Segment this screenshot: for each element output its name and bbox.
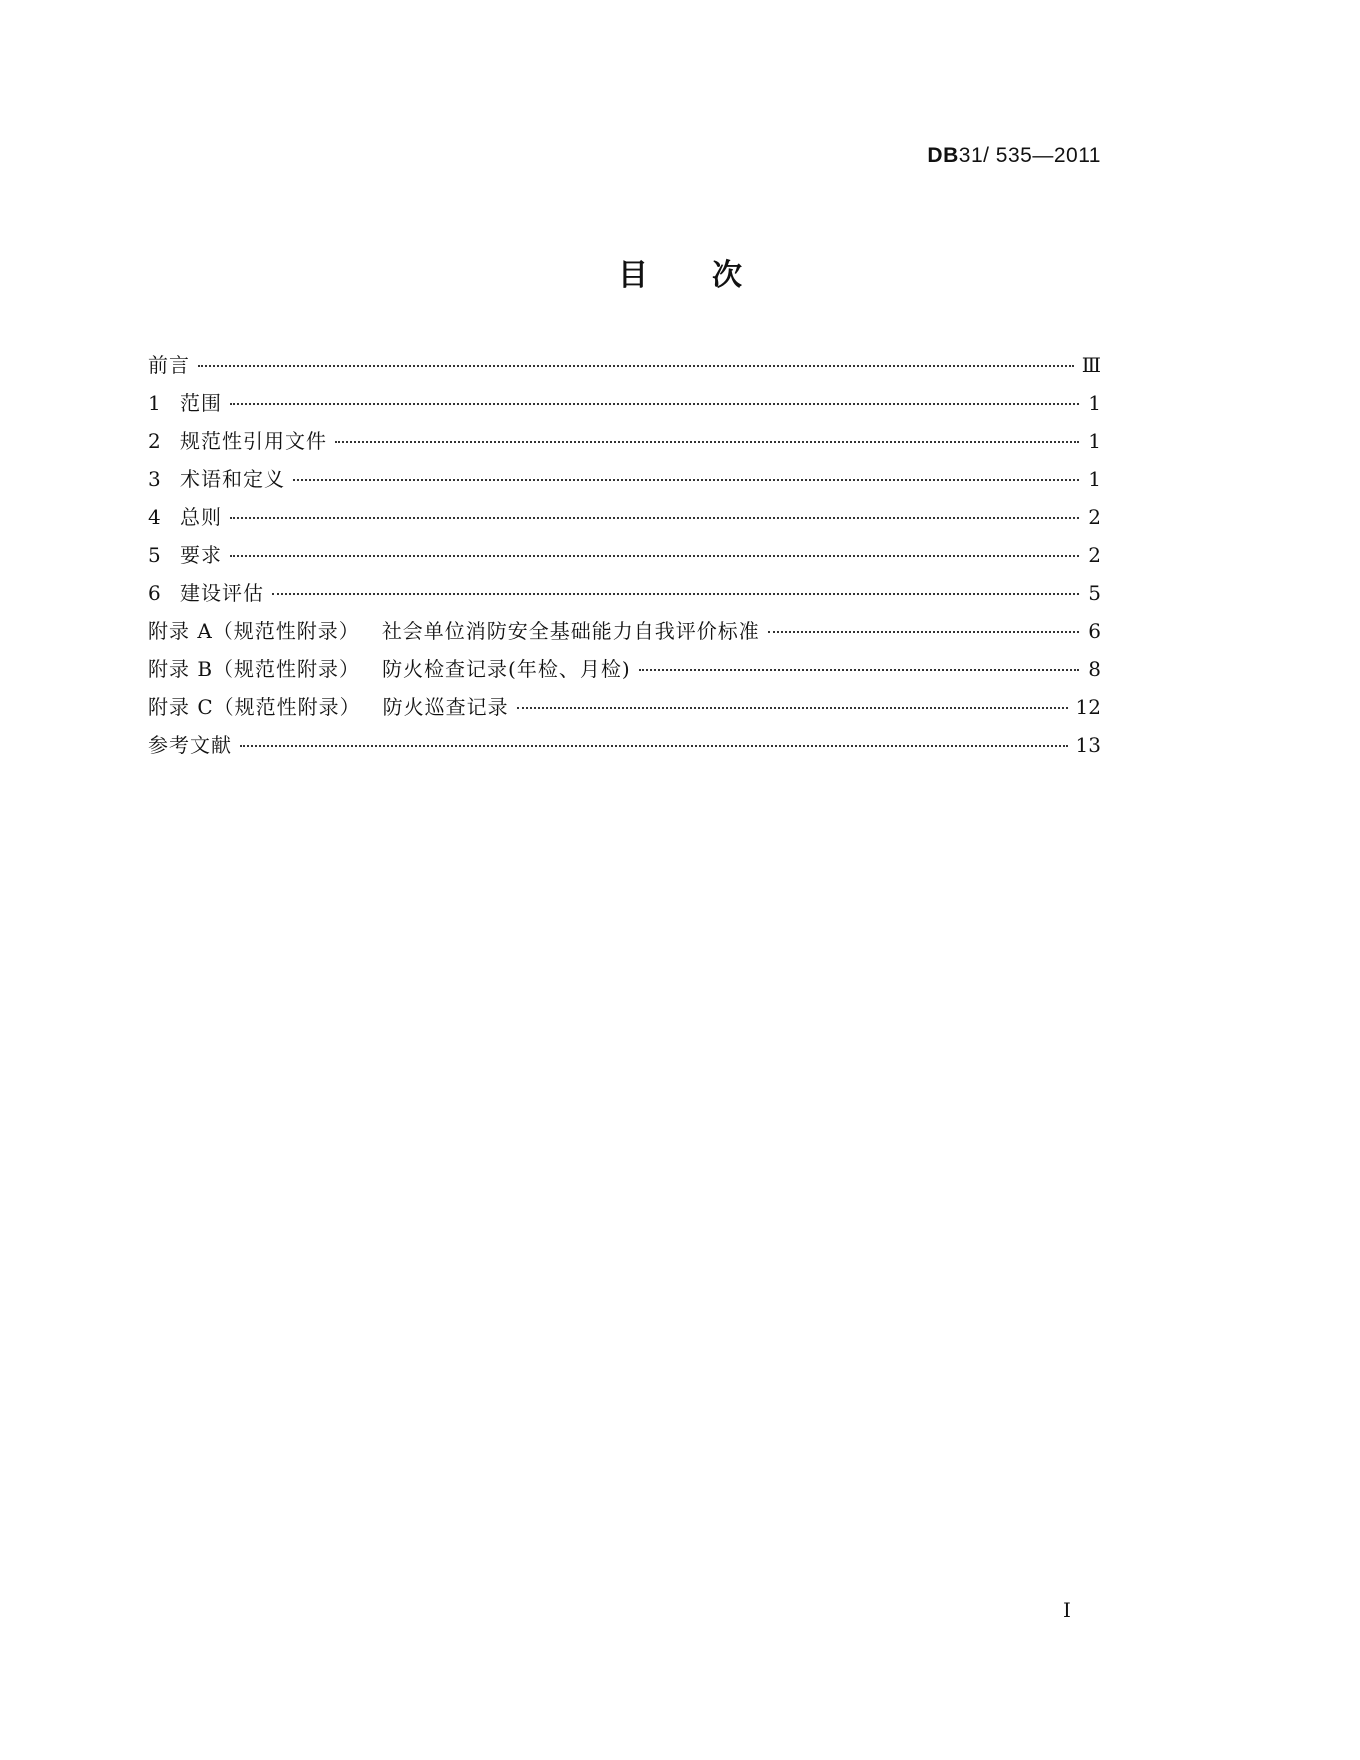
toc-leader-dots [198, 365, 1074, 367]
standard-code [927, 144, 1101, 168]
toc-entry-sublabel: 防火巡查记录 [382, 695, 509, 719]
toc-entry-page: Ⅲ [1081, 353, 1101, 377]
toc-entry-label: 要求 [180, 543, 222, 567]
toc-entry-label: 参考文献 [148, 733, 232, 757]
toc-leader-dots [639, 669, 1079, 671]
toc-entry-sublabel: 社会单位消防安全基础能力自我评价标准 [381, 619, 760, 643]
toc-title: 目次 [618, 258, 806, 293]
toc-leader-dots [230, 555, 1079, 557]
toc-entry-number: 4 [148, 505, 161, 529]
toc-entry-appendix-c[interactable] [148, 691, 1101, 729]
toc-leader-dots [293, 479, 1079, 481]
page-number: I [1063, 1598, 1071, 1622]
toc-leader-dots [230, 403, 1079, 405]
toc-leader-dots [240, 745, 1068, 747]
toc-entry-appendix-a[interactable] [148, 615, 1101, 653]
toc-entry-bibliography[interactable] [148, 729, 1101, 767]
toc-entry-label: 规范性引用文件 [180, 429, 327, 453]
toc-entry-label: 建设评估 [180, 581, 264, 605]
toc-entry-page: 12 [1075, 695, 1101, 719]
toc-leader-dots [272, 593, 1079, 595]
toc-leader-dots [230, 517, 1079, 519]
toc-entry-normative-references[interactable] [148, 425, 1101, 463]
toc-entry-page: 6 [1088, 619, 1101, 643]
toc-entry-number: 6 [148, 581, 161, 605]
toc-entry-sublabel: 防火检查记录(年检、月检) [382, 657, 631, 681]
toc-entry-scope[interactable] [148, 387, 1101, 425]
toc-entry-page: 1 [1088, 467, 1101, 491]
toc-entry-label: 术语和定义 [180, 467, 285, 491]
toc-entry-page: 13 [1075, 733, 1101, 757]
toc-entry-label: 附录 C（规范性附录） [148, 695, 361, 719]
toc-leader-dots [768, 631, 1079, 633]
toc-entry-appendix-b[interactable] [148, 653, 1101, 691]
toc-leader-dots [517, 707, 1068, 709]
toc-entry-label: 附录 B（规范性附录） [148, 657, 361, 681]
toc-entry-number: 3 [148, 467, 161, 491]
toc-entry-number: 2 [148, 429, 161, 453]
toc-entry-page: 1 [1088, 391, 1101, 415]
table-of-contents [148, 349, 1101, 767]
toc-entry-page: 1 [1088, 429, 1101, 453]
toc-entry-page: 2 [1088, 505, 1101, 529]
standard-code-number: 31/ 535—2011 [958, 144, 1101, 167]
standard-code-prefix: DB [927, 144, 959, 167]
toc-entry-label: 总则 [180, 505, 222, 529]
toc-entry-general[interactable] [148, 501, 1101, 539]
toc-entry-terms-definitions[interactable] [148, 463, 1101, 501]
toc-entry-label: 前言 [148, 353, 190, 377]
toc-entry-page: 2 [1088, 543, 1101, 567]
toc-entry-label: 附录 A（规范性附录） [148, 619, 360, 643]
toc-entry-label: 范围 [180, 391, 222, 415]
toc-entry-page: 8 [1088, 657, 1101, 681]
toc-entry-requirements[interactable] [148, 539, 1101, 577]
toc-leader-dots [335, 441, 1079, 443]
toc-entry-assessment[interactable] [148, 577, 1101, 615]
toc-entry-number: 1 [148, 391, 161, 415]
toc-entry-preface[interactable] [148, 349, 1101, 387]
toc-entry-page: 5 [1088, 581, 1101, 605]
toc-entry-number: 5 [148, 543, 161, 567]
